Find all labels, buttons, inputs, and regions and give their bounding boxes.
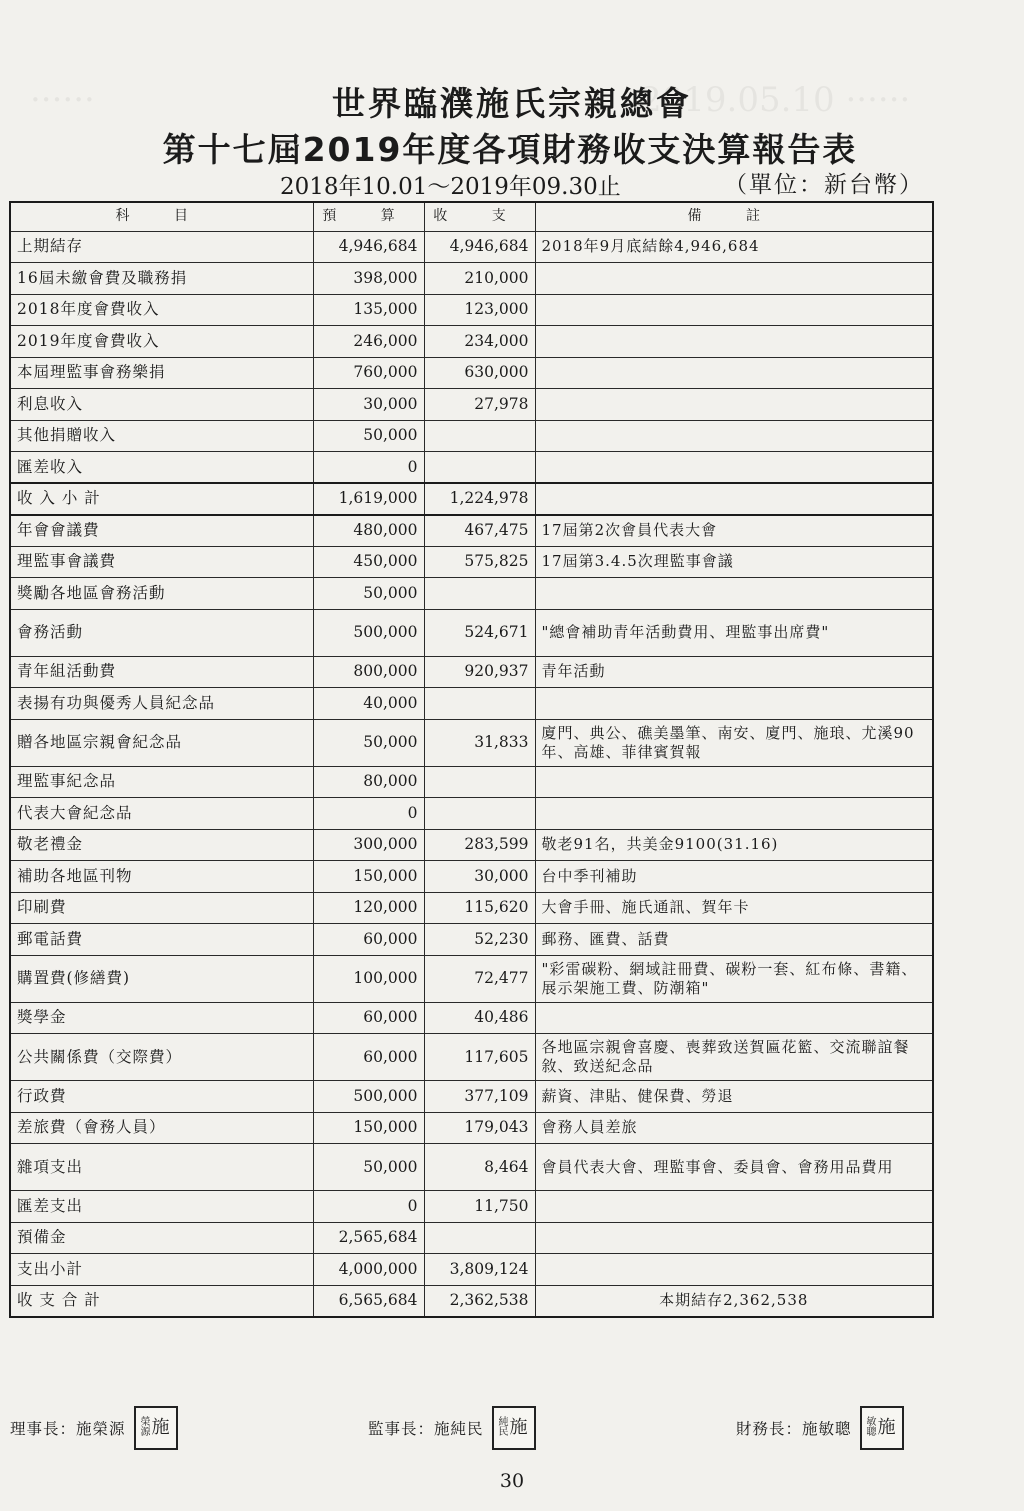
table-row bbox=[10, 231, 933, 263]
row-item: 收 入 小 計 bbox=[10, 483, 313, 515]
organization-title: 世界臨濮施氏宗親總會 bbox=[332, 84, 692, 123]
row-item: 理監事會議費 bbox=[10, 546, 313, 578]
table-row bbox=[10, 515, 933, 547]
row-actual: 72,477 bbox=[424, 955, 535, 1002]
signature-label: 財務長：施敏聰 bbox=[736, 1420, 852, 1438]
row-note: 薪資、津貼、健保費、勞退 bbox=[535, 1081, 933, 1113]
row-actual: 8,464 bbox=[424, 1144, 535, 1191]
row-item: 雜項支出 bbox=[10, 1144, 313, 1191]
row-actual: 3,809,124 bbox=[424, 1254, 535, 1286]
row-note: 會員代表大會、理監事會、委員會、會務用品費用 bbox=[535, 1144, 933, 1191]
row-item: 2018年度會費收入 bbox=[10, 294, 313, 326]
signature-area bbox=[0, 1406, 1024, 1466]
signature-label: 監事長：施純民 bbox=[368, 1420, 484, 1438]
page-number: 30 bbox=[499, 1470, 525, 1492]
table-row bbox=[10, 656, 933, 688]
row-note: "彩雷碳粉、網域註冊費、碳粉一套、紅布條、書籍、展示架施工費、防潮箱" bbox=[535, 955, 933, 1002]
row-budget: 60,000 bbox=[313, 1002, 424, 1034]
row-note bbox=[535, 483, 933, 515]
row-actual bbox=[424, 420, 535, 452]
row-budget: 760,000 bbox=[313, 357, 424, 389]
row-item: 2019年度會費收入 bbox=[10, 326, 313, 358]
bleed-through-text: 2019.05.10 ······ bbox=[640, 80, 911, 120]
table-row bbox=[10, 1002, 933, 1034]
table-row bbox=[10, 389, 933, 421]
row-item: 青年組活動費 bbox=[10, 656, 313, 688]
row-actual: 179,043 bbox=[424, 1112, 535, 1144]
row-item: 公共關係費（交際費） bbox=[10, 1034, 313, 1081]
row-actual bbox=[424, 1222, 535, 1254]
row-note: 2018年9月底結餘4,946,684 bbox=[535, 231, 933, 263]
financial-statement-table bbox=[9, 201, 934, 1318]
row-actual: 31,833 bbox=[424, 719, 535, 766]
column-header-item: 科 目 bbox=[10, 202, 313, 231]
row-actual: 2,362,538 bbox=[424, 1285, 535, 1317]
row-note bbox=[535, 1222, 933, 1254]
row-actual: 630,000 bbox=[424, 357, 535, 389]
table-row bbox=[10, 609, 933, 656]
row-item: 郵電話費 bbox=[10, 924, 313, 956]
table-row bbox=[10, 263, 933, 295]
table-row bbox=[10, 546, 933, 578]
row-budget: 60,000 bbox=[313, 924, 424, 956]
row-actual bbox=[424, 766, 535, 798]
row-item: 匯差支出 bbox=[10, 1191, 313, 1223]
row-item: 會務活動 bbox=[10, 609, 313, 656]
row-item: 差旅費（會務人員） bbox=[10, 1112, 313, 1144]
row-actual: 210,000 bbox=[424, 263, 535, 295]
table-row bbox=[10, 1112, 933, 1144]
row-note: 17屆第2次會員代表大會 bbox=[535, 515, 933, 547]
table-row bbox=[10, 1144, 933, 1191]
table-row bbox=[10, 1081, 933, 1113]
table-row bbox=[10, 829, 933, 861]
row-budget: 800,000 bbox=[313, 656, 424, 688]
row-note: 青年活動 bbox=[535, 656, 933, 688]
seal-stamp: 榮 源 施 bbox=[134, 1406, 178, 1450]
row-budget: 120,000 bbox=[313, 892, 424, 924]
row-budget: 4,946,684 bbox=[313, 231, 424, 263]
row-item: 利息收入 bbox=[10, 389, 313, 421]
row-budget: 500,000 bbox=[313, 1081, 424, 1113]
row-actual: 123,000 bbox=[424, 294, 535, 326]
table-body bbox=[10, 202, 933, 1317]
column-header-note: 備 註 bbox=[535, 202, 933, 231]
row-budget: 30,000 bbox=[313, 389, 424, 421]
row-note: "總會補助青年活動費用、理監事出席費" bbox=[535, 609, 933, 656]
seal-stamp: 敏 聰 施 bbox=[860, 1406, 904, 1450]
report-period: 2018年10.01～2019年09.30止 bbox=[280, 174, 621, 200]
table-row bbox=[10, 294, 933, 326]
table-row bbox=[10, 326, 933, 358]
row-actual bbox=[424, 798, 535, 830]
row-note: 會務人員差旅 bbox=[535, 1112, 933, 1144]
table-row bbox=[10, 452, 933, 484]
table-header-row bbox=[10, 202, 933, 231]
row-note: 17屆第3.4.5次理監事會議 bbox=[535, 546, 933, 578]
row-budget: 500,000 bbox=[313, 609, 424, 656]
table-row bbox=[10, 1222, 933, 1254]
row-budget: 2,565,684 bbox=[313, 1222, 424, 1254]
row-budget: 50,000 bbox=[313, 420, 424, 452]
signature-label: 理事長：施榮源 bbox=[10, 1420, 126, 1438]
row-budget: 50,000 bbox=[313, 719, 424, 766]
row-note: 大會手冊、施氏通訊、賀年卡 bbox=[535, 892, 933, 924]
row-item: 補助各地區刊物 bbox=[10, 861, 313, 893]
row-item: 本屆理監事會務樂捐 bbox=[10, 357, 313, 389]
row-budget: 480,000 bbox=[313, 515, 424, 547]
row-note bbox=[535, 294, 933, 326]
row-item: 支出小計 bbox=[10, 1254, 313, 1286]
table-row bbox=[10, 1191, 933, 1223]
bleed-through-text: ······ bbox=[30, 80, 95, 120]
row-actual: 11,750 bbox=[424, 1191, 535, 1223]
row-note: 各地區宗親會喜慶、喪葬致送賀匾花籃、交流聯誼餐敘、致送紀念品 bbox=[535, 1034, 933, 1081]
row-budget: 100,000 bbox=[313, 955, 424, 1002]
row-note bbox=[535, 688, 933, 720]
table-row bbox=[10, 357, 933, 389]
row-budget: 4,000,000 bbox=[313, 1254, 424, 1286]
row-budget: 40,000 bbox=[313, 688, 424, 720]
row-budget: 150,000 bbox=[313, 861, 424, 893]
row-item: 預備金 bbox=[10, 1222, 313, 1254]
row-note bbox=[535, 389, 933, 421]
table-row bbox=[10, 892, 933, 924]
row-actual: 467,475 bbox=[424, 515, 535, 547]
table-row bbox=[10, 1285, 933, 1317]
row-item: 贈各地區宗親會紀念品 bbox=[10, 719, 313, 766]
row-item: 收 支 合 計 bbox=[10, 1285, 313, 1317]
table-row bbox=[10, 955, 933, 1002]
row-item: 上期結存 bbox=[10, 231, 313, 263]
row-item: 匯差收入 bbox=[10, 452, 313, 484]
row-actual: 40,486 bbox=[424, 1002, 535, 1034]
row-note bbox=[535, 766, 933, 798]
row-note bbox=[535, 326, 933, 358]
row-note bbox=[535, 1191, 933, 1223]
row-actual: 117,605 bbox=[424, 1034, 535, 1081]
row-actual bbox=[424, 688, 535, 720]
row-note bbox=[535, 420, 933, 452]
table-row bbox=[10, 924, 933, 956]
row-note: 台中季刊補助 bbox=[535, 861, 933, 893]
row-budget: 450,000 bbox=[313, 546, 424, 578]
row-budget: 0 bbox=[313, 452, 424, 484]
row-note bbox=[535, 263, 933, 295]
row-actual bbox=[424, 578, 535, 610]
row-budget: 150,000 bbox=[313, 1112, 424, 1144]
column-header-actual: 收 支 bbox=[424, 202, 535, 231]
row-item: 其他捐贈收入 bbox=[10, 420, 313, 452]
row-actual: 524,671 bbox=[424, 609, 535, 656]
table-row bbox=[10, 420, 933, 452]
table-row bbox=[10, 688, 933, 720]
row-item: 購置費(修繕費) bbox=[10, 955, 313, 1002]
row-note bbox=[535, 578, 933, 610]
row-actual: 52,230 bbox=[424, 924, 535, 956]
table-row bbox=[10, 861, 933, 893]
row-note: 本期結存2,362,538 bbox=[535, 1285, 933, 1317]
row-budget: 246,000 bbox=[313, 326, 424, 358]
table-row bbox=[10, 578, 933, 610]
row-note bbox=[535, 357, 933, 389]
row-item: 年會會議費 bbox=[10, 515, 313, 547]
signature-chairman bbox=[10, 1406, 178, 1450]
row-item: 敬老禮金 bbox=[10, 829, 313, 861]
row-item: 16屆未繳會費及職務捐 bbox=[10, 263, 313, 295]
row-actual: 377,109 bbox=[424, 1081, 535, 1113]
row-actual: 1,224,978 bbox=[424, 483, 535, 515]
row-budget: 135,000 bbox=[313, 294, 424, 326]
row-actual: 234,000 bbox=[424, 326, 535, 358]
row-budget: 398,000 bbox=[313, 263, 424, 295]
row-budget: 300,000 bbox=[313, 829, 424, 861]
row-actual bbox=[424, 452, 535, 484]
row-actual: 575,825 bbox=[424, 546, 535, 578]
table-row bbox=[10, 719, 933, 766]
row-item: 理監事紀念品 bbox=[10, 766, 313, 798]
row-item: 獎勵各地區會務活動 bbox=[10, 578, 313, 610]
seal-stamp: 純 民 施 bbox=[492, 1406, 536, 1450]
table-row bbox=[10, 798, 933, 830]
row-note bbox=[535, 452, 933, 484]
row-item: 印刷費 bbox=[10, 892, 313, 924]
row-note: 敬老91名，共美金9100(31.16) bbox=[535, 829, 933, 861]
row-note: 郵務、匯費、話費 bbox=[535, 924, 933, 956]
row-budget: 60,000 bbox=[313, 1034, 424, 1081]
row-item: 表揚有功與優秀人員紀念品 bbox=[10, 688, 313, 720]
row-budget: 1,619,000 bbox=[313, 483, 424, 515]
row-budget: 0 bbox=[313, 798, 424, 830]
row-budget: 50,000 bbox=[313, 1144, 424, 1191]
row-note bbox=[535, 1002, 933, 1034]
row-actual: 283,599 bbox=[424, 829, 535, 861]
row-actual: 920,937 bbox=[424, 656, 535, 688]
row-budget: 0 bbox=[313, 1191, 424, 1223]
column-header-budget: 預 算 bbox=[313, 202, 424, 231]
row-actual: 4,946,684 bbox=[424, 231, 535, 263]
row-actual: 27,978 bbox=[424, 389, 535, 421]
report-title: 第十七屆2019年度各項財務收支決算報告表 bbox=[162, 130, 858, 169]
row-note bbox=[535, 1254, 933, 1286]
row-budget: 50,000 bbox=[313, 578, 424, 610]
signature-supervisor bbox=[368, 1406, 536, 1450]
table-row bbox=[10, 483, 933, 515]
row-budget: 6,565,684 bbox=[313, 1285, 424, 1317]
currency-unit: （單位：新台幣） bbox=[724, 172, 924, 198]
row-item: 行政費 bbox=[10, 1081, 313, 1113]
table-row bbox=[10, 766, 933, 798]
row-budget: 80,000 bbox=[313, 766, 424, 798]
row-item: 代表大會紀念品 bbox=[10, 798, 313, 830]
row-actual: 30,000 bbox=[424, 861, 535, 893]
signature-treasurer bbox=[736, 1406, 904, 1450]
row-item: 獎學金 bbox=[10, 1002, 313, 1034]
row-note: 廈門、典公、礁美墨筆、南安、廈門、施琅、尤溪90年、高雄、菲律賓賀報 bbox=[535, 719, 933, 766]
table-row bbox=[10, 1254, 933, 1286]
table-row bbox=[10, 1034, 933, 1081]
row-actual: 115,620 bbox=[424, 892, 535, 924]
row-note bbox=[535, 798, 933, 830]
